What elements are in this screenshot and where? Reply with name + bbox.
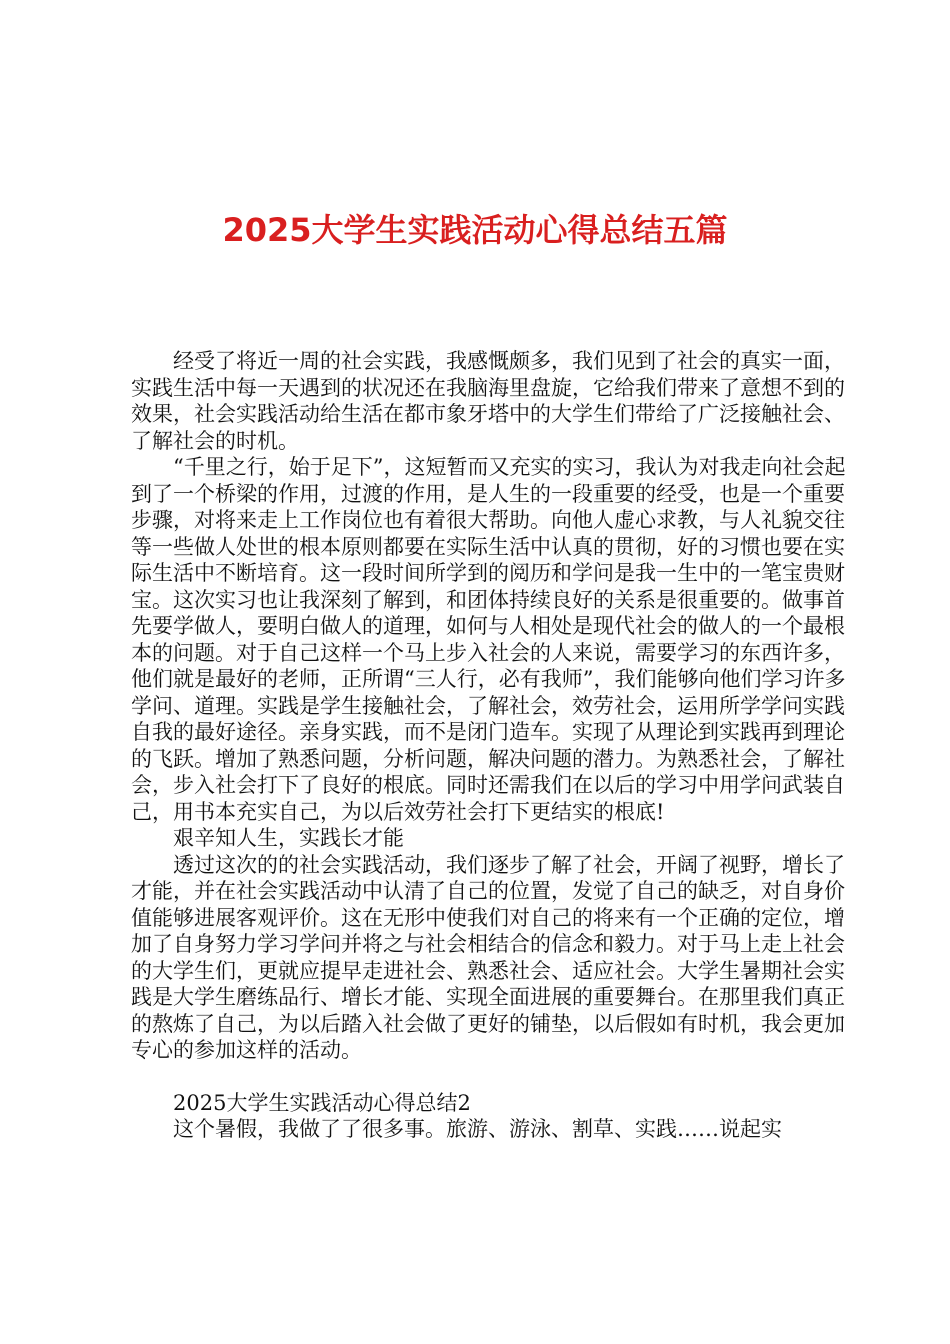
paragraph-4: 透过这次的的社会实践活动，我们逐步了解了社会，开阔了视野，增长了才能，并在社会实践活动中认清了自己的位置，发觉了自己的缺乏，对自身价值能够进展客观评价。这在无形中使我们对自己的将来有一个正确的定位，增加了自身努力学习学问并将之与社会相结合的信念和毅力。对于马上走上社会的大学生们，更就应提早走进社会、熟悉社会、适应社会。大学生暑期社会实践是大学生磨练品行、增长才能、实现全面进展的重要舞台。在那里我们真正的熬炼了自己，为以后踏入社会做了更好的铺垫，以后假如有时机，我会更加专心的参加这样的活动。 bbox=[131, 852, 845, 1062]
paragraph-3-subheading: 艰辛知人生，实践长才能 bbox=[173, 826, 404, 850]
paragraph-2: “千里之行，始于足下”，这短暂而又充实的实习，我认为对我走向社会起到了一个桥梁的作用，过渡的作用，是人生的一段重要的经受，也是一个重要步骤，对将来走上工作岗位也有着很大帮助。向他人虚心求教，与人礼貌交往等一些做人处世的根本原则都要在实际生活中认真的贯彻，好的习惯也要在实际生活中不断培育。这一段时间所学到的阅历和学问是我一生中的一笔宝贵财宝。这次实习也让我深刻了解到，和团体持续良好的关系是很重要的。做事首先要学做人，要明白做人的道理，如何与人相处是现代社会的做人的一个最根本的问题。对于自己这样一个马上步入社会的人来说，需要学习的东西许多，他们就是最好的老师，正所谓“三人行，必有我师”，我们能够向他们学习许多学问、道理。实践是学生接触社会，了解社会，效劳社会，运用所学学问实践自我的最好途径。亲身实践，而不是闭门造车。实现了从理论到实践再到理论的飞跃。增加了熟悉问题，分析问题，解决问题的潜力。为熟悉社会，了解社会，步入社会打下了良好的根底。同时还需我们在以后的学习中用学问武装自己，用书本充实自己，为以后效劳社会打下更结实的根底! bbox=[131, 455, 846, 824]
paragraph-1: 经受了将近一周的社会实践，我感慨颇多，我们见到了社会的真实一面，实践生活中每一天遇到的状况还在我脑海里盘旋，它给我们带来了意想不到的效果，社会实践活动给生活在都市象牙塔中的大学生们带给了广泛接触社会、了解社会的时机。 bbox=[131, 349, 845, 453]
document-body bbox=[131, 348, 851, 1143]
document-title: 2025大学生实践活动心得总结五篇 bbox=[222, 211, 728, 249]
paragraph-6: 这个暑假，我做了了很多事。旅游、游泳、割草、实践……说起实 bbox=[173, 1117, 782, 1141]
section-heading-2: 2025大学生实践活动心得总结2 bbox=[173, 1090, 471, 1115]
